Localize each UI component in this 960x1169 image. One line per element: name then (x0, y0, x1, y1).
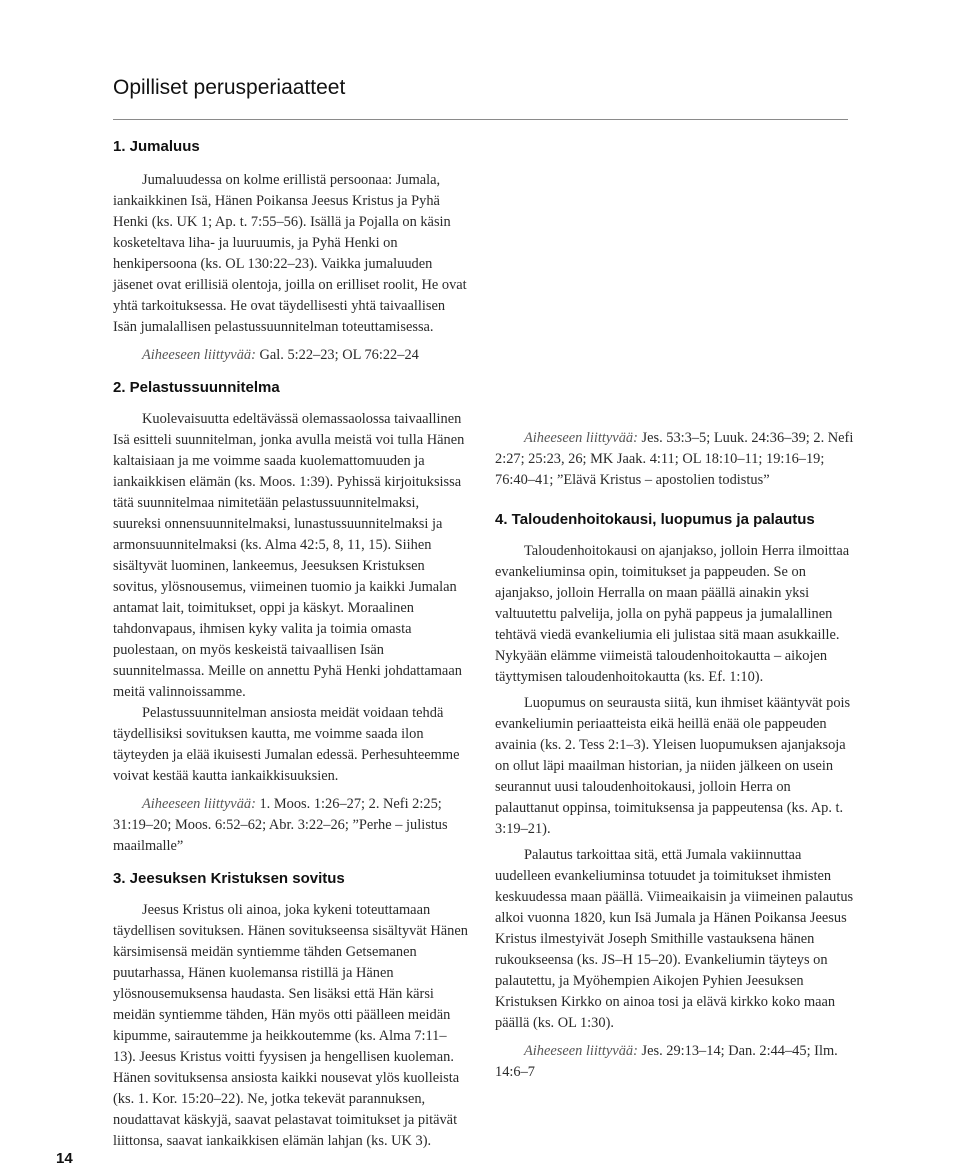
section-heading: 1. Jumaluus (113, 138, 200, 155)
section-heading: 3. Jeesuksen Kristuksen sovitus (113, 870, 345, 887)
section-paragraph: Taloudenhoitokausi on ajanjakso, jolloin Herra ilmoittaa evankeliuminsa opin, toimitukset ja pappeuden. Se on ajanjakso, jolloin Herralla on maan päällä ainakin yksi valtuutettu palvelija, jolla on pyhä pappeus ja jumalallinen tehtävä viedä evankeliumia eli julistaa sitä maan asukkaille. Nykyään elämme viimeistä taloudenhoitokautta – aikojen täyttymisen taloudenhoitokautta (ks. Ef. 1:10). (495, 543, 850, 685)
related-reference (495, 1041, 855, 1083)
section-paragraph: Kuolevaisuutta edeltävässä olemassaolossa taivaallinen Isä esitteli suunnitelman, jonka avulla meistä voi tulla Hänen kaltaisiaan ja me voimme saada kuolemattomuuden ja iankaikkisen elämän (ks. Moos. 1:39). Pyhissä kirjoituksissa tätä suunnitelmaa nimitetään pelastussuunnitelmaksi, suureksi onnensuunnitelmaksi, lunastussuunnitelmaksi ja armonsuunnitelmaksi (ks. Alma 42:5, 8, 11, 15). Siihen sisältyvät luominen, lankeemus, Jeesuksen Kristuksen sovitus, ylösnousemus, viimeinen tuomio ja kaikki Jumalan antamat lait, toimitukset, oppi ja käskyt. Moraalinen tahdonvapaus, ihmisen kyky valita ja toimia omasta puolestaan, on myös keskeistä taivaallisen Isän suunnitelmassa. Meille on annettu Pyhä Henki johdattamaan meitä valinnoissamme. (113, 411, 465, 700)
related-label: Aiheeseen liittyvää: (142, 796, 256, 812)
related-reference (495, 428, 855, 491)
related-text: 1. Moos. 1:26–27; 2. Nefi 2:25; 31:19–20; Moos. 6:52–62; Abr. 3:22–26; ”Perhe – julistus maailmalle” (113, 796, 448, 854)
section-paragraph: Palautus tarkoittaa sitä, että Jumala vakiinnuttaa uudelleen evankeliuminsa totuudet ja toimitukset ihmisten keskuudessa maan päällä. Viimeaikaisin ja viimeinen palautus alkoi vuonna 1820, kun Isä Jumala ja Hänen Poikansa Jeesus Kristus ilmestyivät Joseph Smithille vastauksena hänen rukoukseensa (ks. JS–H 15–20). Evankeliumin täyteys on palautettu, ja Myöhempien Aikojen Pyhien Jeesuksen Kristuksen Kirkko on ainoa tosi ja elävä kirkko koko maan päällä (ks. OL 1:30). (495, 847, 854, 1031)
related-reference (113, 345, 468, 366)
related-text: Jes. 29:13–14; Dan. 2:44–45; Ilm. 14:6–7 (495, 1043, 838, 1080)
related-label: Aiheeseen liittyvää: (524, 430, 638, 446)
related-reference (113, 794, 468, 857)
right-column (495, 136, 855, 1083)
section-sovitus (113, 870, 468, 1152)
related-text: Jes. 53:3–5; Luuk. 24:36–39; 2. Nefi 2:27; 25:23, 26; MK Jaak. 4:11; OL 18:10–11; 19:16–19; 76:40–41; ”Elävä Kristus – apostolien todistus” (495, 430, 854, 488)
section-paragraph: Jumaluudessa on kolme erillistä persoonaa: Jumala, iankaikkinen Isä, Hänen Poikansa Jeesus Kristus ja Pyhä Henki (ks. UK 1; Ap. t. 7:55–56). Isällä ja Pojalla on käsin kosketeltava liha- ja luuruumis, ja Pyhä Henki on henkipersoona (ks. OL 130:22–23). Vaikka jumaluuden jäsenet ovat erillisiä olentoja, joilla on erilliset roolit, He ovat yhtä tarkoituksessa. He ovat täydellisesti yhtä taivaallisen Isän jumalallisen pelastussuunnitelman toteuttamisessa. (113, 172, 467, 335)
section-pelastussuunnitelma (113, 379, 468, 857)
section-paragraph: Pelastussuunnitelman ansiosta meidät voidaan tehdä täydellisiksi sovituksen kautta, me voimme saada ilon täyteyden ja elää ikuisesti Jumalan edessä. Perhesuhteemme voivat kestää kautta iankaikkisuuksien. (113, 705, 460, 784)
section-heading: 2. Pelastussuunnitelma (113, 379, 280, 396)
related-label: Aiheeseen liittyvää: (524, 1043, 638, 1059)
section-paragraph: Luopumus on seurausta siitä, kun ihmiset kääntyvät pois evankeliumin periaatteista eikä heillä enää ole pappeuden avainia (ks. 2. Tess 2:1–3). Yleisen luopumuksen ajanjaksoja on ollut läpi maailman historian, ja niiden jälkeen on usein seurannut uusi taloudenhoitokausi, jolloin Herra on palauttanut oppinsa, toimituksensa ja pappeutensa (ks. Ap. t. 3:19–21). (495, 695, 851, 837)
section-paragraph: Jeesus Kristus oli ainoa, joka kykeni toteuttamaan täydellisen sovituksen. Hänen sovitukseensa sisältyvät Hänen kärsimisensä meidän syntiemme tähden Getsemanen puutarhassa, Hänen kuolemansa ristillä ja Hänen ylösnousemuksensa haudasta. Sen lisäksi että Hän kärsi meidän syntiemme tähden, Hän myös otti päälleen meidän kipumme, sairautemme ja heikkoutemme (ks. Alma 7:11–13). Jeesus Kristus voitti fyysisen ja hengellisen kuoleman. Hänen sovituksensa ansiosta kaikki nousevat ylös kuolleista (ks. 1. Kor. 15:20–22). Ne, jotka tekevät parannuksen, noudattavat käskyjä, saavat pelastavat toimitukset ja pitävät liittonsa, saavat iankaikkisen elämän lahjan (ks. UK 3). (113, 902, 468, 1149)
page-number: 14 (56, 1150, 73, 1167)
section-taloudenhoitokausi (495, 511, 855, 1083)
related-text: Gal. 5:22–23; OL 76:22–24 (259, 347, 419, 363)
section-jumaluus (113, 138, 468, 366)
related-label: Aiheeseen liittyvää: (142, 347, 256, 363)
title-divider (113, 119, 848, 120)
page-title: Opilliset perusperiaatteet (113, 76, 346, 99)
left-column (113, 138, 468, 1152)
section-heading: 4. Taloudenhoitokausi, luopumus ja palautus (495, 511, 815, 528)
